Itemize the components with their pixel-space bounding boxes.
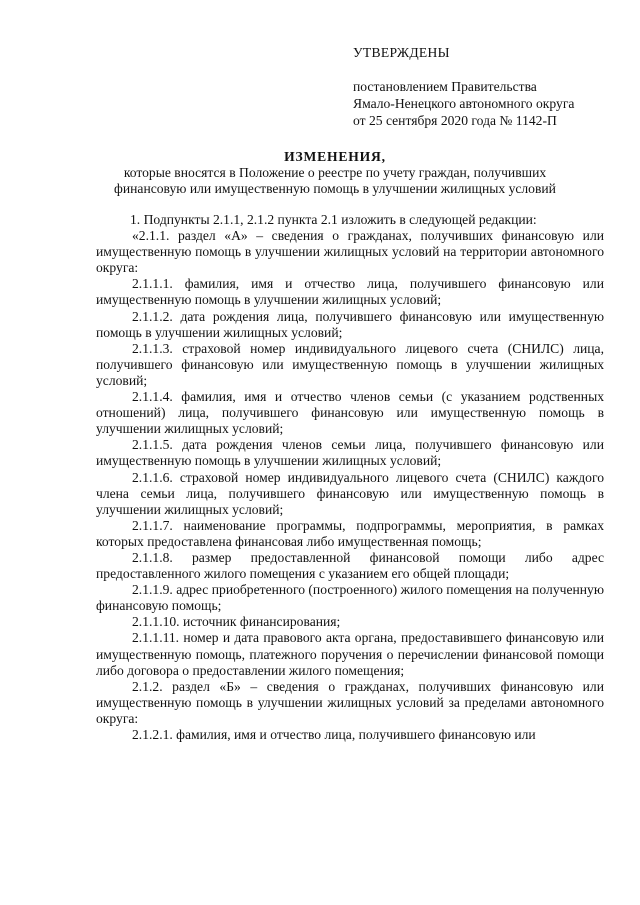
document-title xyxy=(90,149,580,197)
approval-stamp: УТВЕРЖДЕНЫ xyxy=(353,45,450,60)
paragraph: 2.1.1.1. фамилия, имя и отчество лица, получившего финансовую или имущественную помощь в улучшении жилищных условий; xyxy=(96,276,604,308)
approval-line: от 25 сентября 2020 года № 1142-П xyxy=(353,113,557,128)
paragraph: 2.1.2. раздел «Б» – сведения о гражданах, получивших финансовую или имущественную помощь в улучшении жилищных условий за пределами автономного округа: xyxy=(96,678,604,726)
paragraph: 1. Подпункты 2.1.1, 2.1.2 пункта 2.1 изложить в следующей редакции: xyxy=(130,212,537,227)
paragraph: 2.1.1.10. источник финансирования; xyxy=(132,614,341,630)
paragraph: «2.1.1. раздел «А» – сведения о гражданах, получивших финансовую или имущественную помощь в улучшении жилищных условий на территории автономного округа: xyxy=(96,228,604,276)
title-heading: ИЗМЕНЕНИЯ, xyxy=(284,149,386,164)
approval-line: Ямало-Ненецкого автономного округа xyxy=(353,96,575,111)
paragraph: 2.1.2.1. фамилия, имя и отчество лица, получившего финансовую или xyxy=(132,727,536,742)
paragraph: 2.1.1.4. фамилия, имя и отчество членов семьи (с указанием родственных отношений) лица, получившего финансовую или имущественную помощь в улучшении жилищных условий; xyxy=(96,389,604,437)
paragraph: 2.1.1.8. размер предоставленной финансовой помощи либо адрес предоставленного жилого помещения с указанием его общей площади; xyxy=(96,549,604,582)
title-line: которые вносятся в Положение о реестре по учету граждан, получивших xyxy=(123,165,547,180)
title-line: финансовую или имущественную помощь в улучшении жилищных условий xyxy=(114,181,556,196)
paragraph: 2.1.1.9. адрес приобретенного (построенного) жилого помещения на полученную финансовую помощь; xyxy=(96,582,604,614)
paragraph: 2.1.1.5. дата рождения членов семьи лица, получившего финансовую или имущественную помощь в улучшении жилищных условий; xyxy=(96,437,604,469)
paragraph: 2.1.1.3. страховой номер индивидуального лицевого счета (СНИЛС) лица, получившего финансовую или имущественную помощь в улучшении жилищных условий; xyxy=(96,340,604,388)
paragraph: 2.1.1.11. номер и дата правового акта органа, предоставившего финансовую или имущественную помощь, платежного поручения о перечислении финансовой помощи либо договора о предоставлении жилого помещения; xyxy=(96,630,604,678)
approval-block xyxy=(353,44,623,129)
paragraph: 2.1.1.2. дата рождения лица, получившего финансовую или имущественную помощь в улучшении жилищных условий; xyxy=(96,308,604,340)
paragraph: 2.1.1.7. наименование программы, подпрограммы, мероприятия, в рамках которых предоставлена финансовая либо имущественная помощь; xyxy=(96,517,604,549)
paragraph: 2.1.1.6. страховой номер индивидуального лицевого счета (СНИЛС) каждого члена семьи лица, получившего финансовую или имущественную помощь в улучшении жилищных условий; xyxy=(96,469,604,517)
approval-line: постановлением Правительства xyxy=(353,79,537,94)
document-body xyxy=(96,212,604,743)
